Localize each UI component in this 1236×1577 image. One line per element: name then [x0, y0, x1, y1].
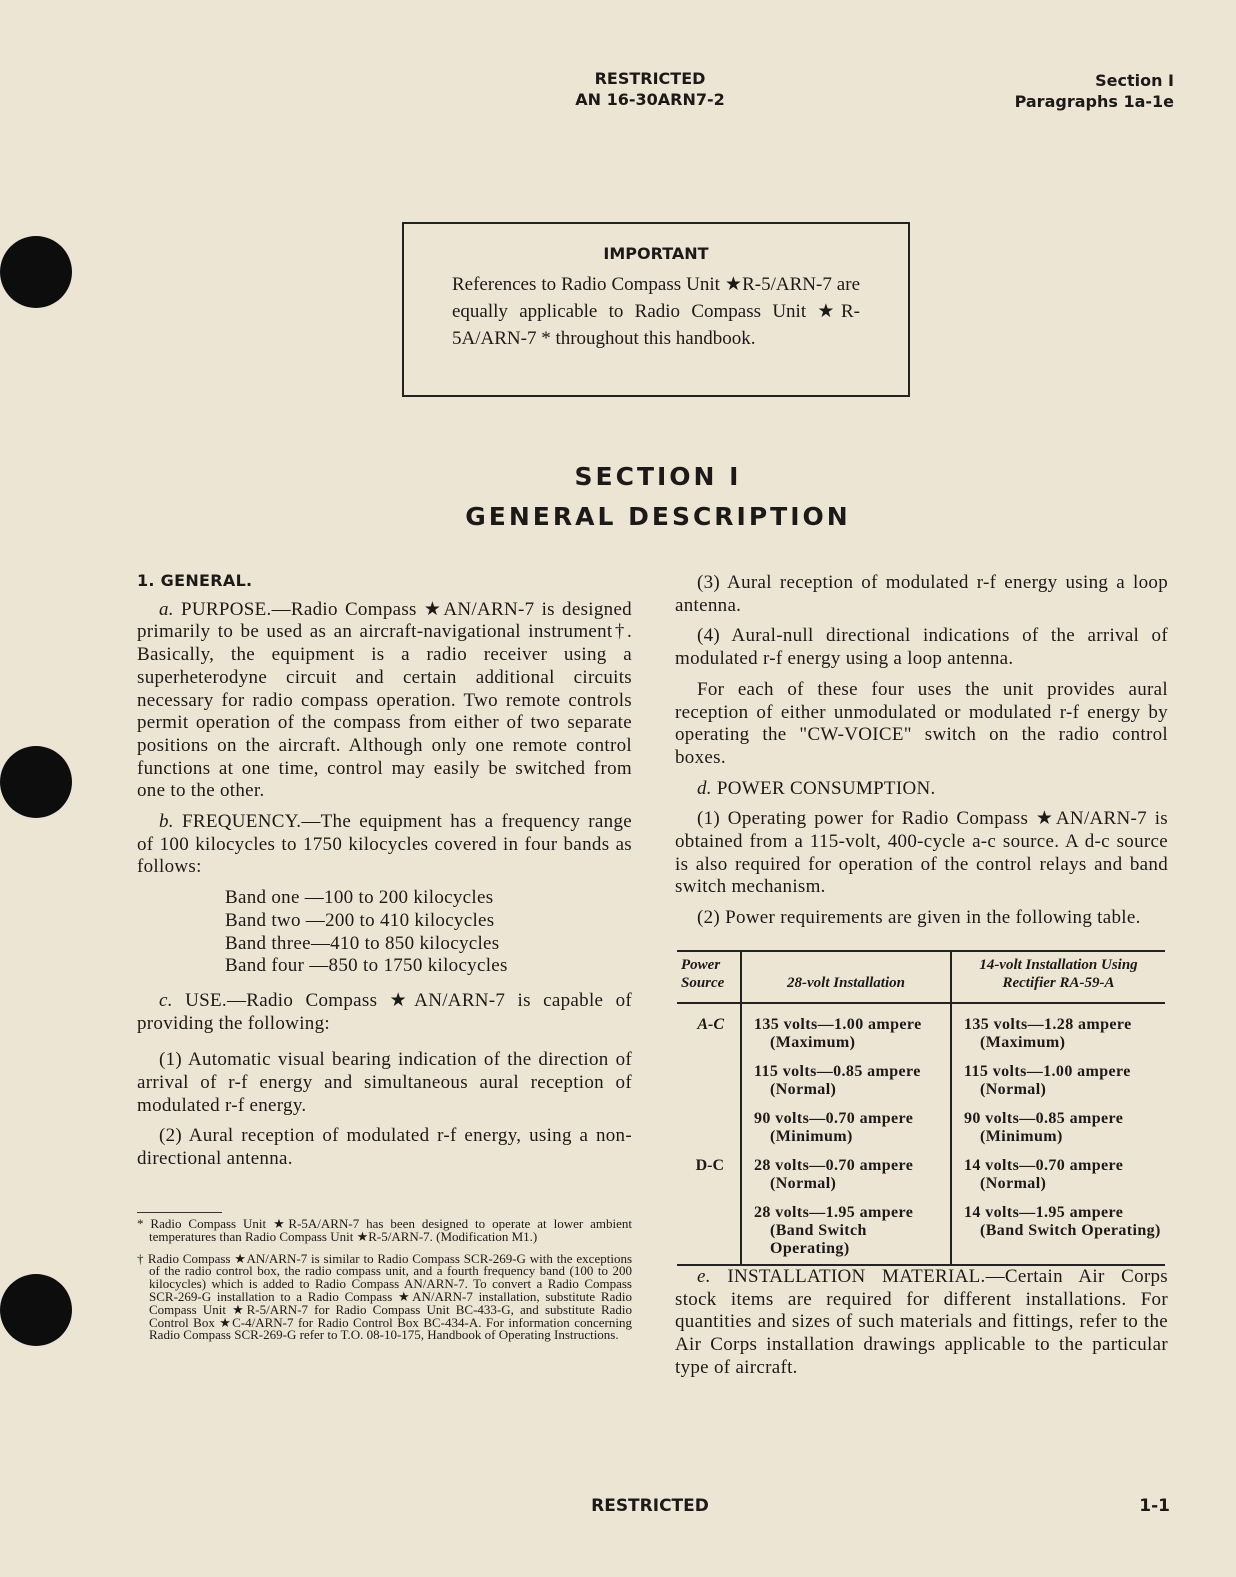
table-header-row — [677, 951, 1165, 1003]
table-row — [677, 1055, 1165, 1102]
binder-hole — [0, 236, 72, 308]
binder-hole — [0, 746, 72, 818]
note-cell: (Minimum) — [770, 1128, 853, 1145]
para-title: POWER CONSUMPTION. — [716, 777, 936, 799]
footnotes — [137, 1218, 632, 1351]
paragraph-e — [675, 1266, 1168, 1380]
band-item: Band two —200 to 410 kilocycles — [225, 909, 495, 931]
header-14-volt: 14-volt Installation Using Rectifier RA-59-A — [951, 951, 1165, 1003]
right-column — [675, 572, 1168, 938]
para-title: FREQUENCY. — [182, 811, 302, 833]
source-cell — [677, 1055, 741, 1102]
para-text: —Radio Compass ★AN/ARN-7 is designed primarily to be used as an aircraft-navigational instrument†. Basically, the equipment is a radio receiver using a superheterodyne circuit and certain additional circuits necessary for radio compass operation. Two remote controls permit operation of the compass from either of two separate positions on the aircraft. Although only one remote control functions at one time, control may easily be switched from one to the other. — [137, 598, 632, 802]
section-number: SECTION I — [574, 462, 742, 491]
value-cell: 28 volts—0.70 ampere — [754, 1157, 914, 1174]
note-cell: (Normal) — [770, 1175, 837, 1192]
header-power-source: Power Source — [677, 951, 741, 1003]
note-cell: (Maximum) — [980, 1034, 1066, 1051]
use-item-4: (4) Aural-null directional indications of the arrival of modulated r-f energy using a loop antenna. — [675, 625, 1168, 670]
use-item-3: (3) Aural reception of modulated r-f energy using a loop antenna. — [675, 572, 1168, 616]
band-item: Band one —100 to 200 kilocycles — [225, 887, 494, 909]
value-cell: 90 volts—0.85 ampere — [964, 1110, 1124, 1127]
value-cell: 135 volts—1.00 ampere — [754, 1016, 922, 1033]
section-ref: Section I — [1095, 71, 1174, 90]
para-label: e. — [697, 1266, 711, 1287]
footnote-dagger: † Radio Compass ★AN/ARN-7 is similar to Radio Compass SCR-269-G with the exceptions of the radio control box, the radio compass unit, and a fourth frequency band (100 to 200 kilocycles) which is added to Radio Compass AN/ARN-7. To convert a Radio Compass SCR-269-G installation to a Radio Compass ★AN/ARN-7 installation, substitute Radio Compass Unit ★R-5/ARN-7 for Radio Compass Unit BC-433-G, and substitute Radio Control Box ★C-4/ARN-7 for Radio Control Box BC-434-A. For information concerning Radio Compass SCR-269-G refer to T.O. 08-10-175, Handbook of Operating Instructions. — [137, 1250, 632, 1343]
document-number: AN 16-30ARN7-2 — [575, 90, 725, 109]
note-cell: (Normal) — [770, 1081, 837, 1098]
left-column — [137, 570, 632, 1179]
use-item-1: (1) Automatic visual bearing indication of the direction of arrival of r-f energy and simultaneous aural reception of modulated r-f energy. — [137, 1049, 632, 1116]
table-row — [677, 1102, 1165, 1149]
section-title: GENERAL DESCRIPTION — [465, 502, 851, 531]
power-item-2: (2) Power requirements are given in the following table. — [697, 907, 1141, 929]
para-title: PURPOSE. — [181, 598, 272, 620]
band-item: Band three—410 to 850 kilocycles — [225, 932, 500, 954]
source-cell — [677, 1102, 741, 1149]
paragraph-a — [137, 599, 632, 803]
header-28-volt: 28-volt Installation — [741, 951, 951, 1003]
power-requirements-table — [677, 950, 1165, 1266]
note-cell: (Band Switch Operating) — [770, 1222, 867, 1257]
value-cell: 14 volts—1.95 ampere — [964, 1204, 1124, 1221]
paragraph-heading: 1. GENERAL. — [137, 571, 253, 590]
para-label: b. — [159, 811, 174, 833]
footer-restricted: RESTRICTED — [591, 1496, 709, 1516]
footnote-rule — [137, 1212, 222, 1213]
restricted-label: RESTRICTED — [594, 69, 706, 88]
para-title: USE. — [185, 989, 227, 1011]
table-row — [677, 1196, 1165, 1265]
use-summary: For each of these four uses the unit provides aural reception of either unmodulated or modulated r-f energy by operating the "CW-VOICE" switch on the radio control boxes. — [675, 678, 1168, 768]
use-item-2: (2) Aural reception of modulated r-f energy, using a non-directional antenna. — [137, 1125, 632, 1170]
page-number: 1-1 — [1139, 1496, 1170, 1516]
value-cell: 115 volts—0.85 ampere — [754, 1063, 921, 1080]
para-text: —The equipment has a frequency range of 100 kilocycles to 1750 kilocycles covered in four bands as follows: — [137, 811, 632, 878]
note-cell: (Maximum) — [770, 1034, 856, 1051]
paragraphs-ref: Paragraphs 1a-1e — [1014, 92, 1174, 111]
value-cell: 28 volts—1.95 ampere — [754, 1204, 914, 1221]
note-cell: (Normal) — [980, 1175, 1047, 1192]
binder-hole — [0, 1274, 72, 1346]
important-text: References to Radio Compass Unit ★R-5/ARN-7 are equally applicable to Radio Compass Unit ★R-5A/ARN-7 * throughout this handbook. — [452, 274, 860, 349]
value-cell: 14 volts—0.70 ampere — [964, 1157, 1124, 1174]
para-text: —Radio Compass ★AN/ARN-7 is capable of providing the following: — [137, 989, 632, 1034]
note-cell: (Normal) — [980, 1081, 1047, 1098]
table-row — [677, 1149, 1165, 1196]
paragraph-d — [675, 778, 1168, 801]
para-label: c. — [159, 989, 173, 1011]
power-item-1: (1) Operating power for Radio Compass ★AN/ARN-7 is obtained from a 115-volt, 400-cycle a-c source. A d-c source is also required for operation of the control relays and band switch mechanism. — [675, 808, 1168, 898]
table-row — [677, 1003, 1165, 1055]
source-cell: A-C — [677, 1003, 741, 1055]
band-item: Band four —850 to 1750 kilocycles — [225, 955, 508, 977]
band-list — [225, 887, 632, 978]
value-cell: 115 volts—1.00 ampere — [964, 1063, 1131, 1080]
value-cell: 135 volts—1.28 ampere — [964, 1016, 1132, 1033]
source-cell: D-C — [677, 1149, 741, 1196]
paragraph-e-block — [675, 1266, 1168, 1388]
source-cell — [677, 1196, 741, 1265]
para-title: INSTALLATION MATERIAL. — [727, 1266, 986, 1287]
value-cell: 90 volts—0.70 ampere — [754, 1110, 914, 1127]
paragraph-c — [137, 990, 632, 1035]
note-cell: (Band Switch Operating) — [980, 1222, 1161, 1239]
footnote-asterisk: * Radio Compass Unit ★R-5A/ARN-7 has been designed to operate at lower ambient temperatures than Radio Compass Unit ★R-5/ARN-7. (Modification M1.) — [137, 1216, 632, 1244]
paragraph-b — [137, 811, 632, 879]
para-text: —Certain Air Corps stock items are required for different installations. For quantities and sizes of such materials and fittings, refer to the Air Corps installation drawings applicable to the particular type of aircraft. — [675, 1266, 1168, 1378]
important-notice — [402, 222, 910, 397]
note-cell: (Minimum) — [980, 1128, 1063, 1145]
header-center — [560, 68, 740, 110]
para-label: d. — [697, 777, 712, 799]
important-title: IMPORTANT — [603, 244, 709, 263]
para-label: a. — [159, 598, 174, 620]
header-right — [1015, 70, 1174, 112]
